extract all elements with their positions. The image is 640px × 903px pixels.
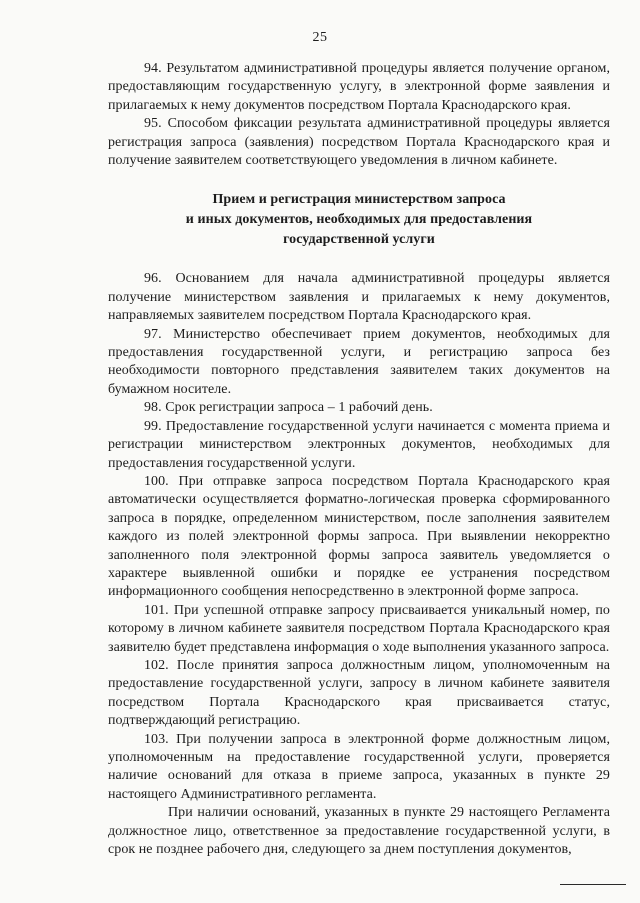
bottom-rule — [560, 884, 626, 885]
section-heading-line-1: Прием и регистрация министерством запроса — [212, 192, 506, 208]
paragraph-94: 94. Результатом административной процедуры является получение органом, предоставляющим государственную услугу, в электронной форме заявления и прилагаемых к нему документов посредством Портала Краснодарского края. — [108, 61, 610, 113]
section-heading-line-2: и иных документов, необходимых для предоставления — [185, 212, 533, 228]
spacer — [108, 170, 610, 190]
paragraph-101: 101. При успешной отправке запросу присваивается уникальный номер, по которому в личном кабинете заявителя посредством Портала Краснодарского края заявителю будет представлена информация о ходе выполнения указанного запроса. — [108, 602, 610, 655]
spacer — [108, 250, 610, 270]
paragraph-100: 100. При отправке запроса посредством Портала Краснодарского края автоматически осуществляется форматно-логическая проверка сформированного запроса в порядке, определенном министерством, после заполнения заявителем каждого из полей электронной формы запроса. При выявлении некорректно заполненного поля электронной формы запроса заявитель уведомляется о характере выявленной ошибки и порядке ее устранения посредством информационного сообщения непосредственно в электронной форме запроса. — [108, 473, 610, 600]
paragraph-95: 95. Способом фиксации результата административной процедуры является регистрация запроса (заявления) посредством Портала Краснодарского края и получение заявителем соответствующего уведомления в личном кабинете. — [108, 116, 610, 169]
paragraph-98: 98. Срок регистрации запроса – 1 рабочий день. — [144, 400, 433, 416]
paragraph-103-continuation: При наличии оснований, указанных в пункте 29 настоящего Регламента должностное лицо, ответственное за предоставление государственной услуги, в срок не позднее рабочего дня, следующего за днем поступления документов, — [108, 805, 610, 858]
paragraph-102: 102. После принятия запроса должностным лицом, уполномоченным на предоставление государственной услуги, запросу в личном кабинете заявителя посредством Портала Краснодарского края присваивается статус, подтверждающий регистрацию. — [108, 657, 610, 729]
section-heading-line-3: государственной услуги — [283, 232, 435, 248]
paragraph-96: 96. Основанием для начала административной процедуры является получение министерством заявления и прилагаемых к нему документов, направляемых заявителем посредством Портала Краснодарского края. — [108, 271, 610, 324]
document-body — [108, 60, 610, 859]
paragraph-97: 97. Министерство обеспечивает прием документов, необходимых для предоставления государственной услуги, и регистрацию запроса без необходимости повторного представления заявителем таких документов на бумажном носителе. — [108, 326, 610, 397]
paragraph-103: 103. При получении запроса в электронной форме должностным лицом, уполномоченным на предоставление государственной услуги, проверяется наличие оснований для отказа в приеме запроса, указанных в пункте 29 настоящего Административного регламента. — [108, 731, 610, 802]
page-number: 25 — [312, 30, 328, 45]
paragraph-99: 99. Предоставление государственной услуги начинается с момента приема и регистрации министерством электронных документов, необходимых для предоставления государственной услуги. — [108, 418, 610, 471]
